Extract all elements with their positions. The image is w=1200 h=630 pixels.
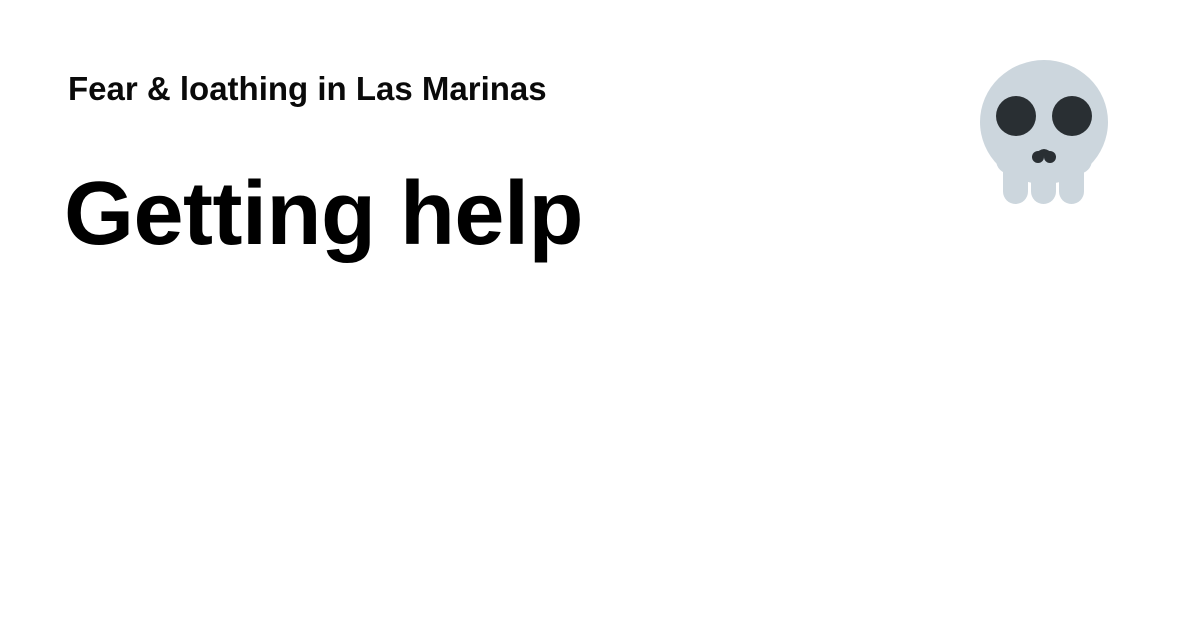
page-title: Getting help	[64, 164, 583, 264]
skull-icon	[976, 58, 1112, 208]
site-title[interactable]: Fear & loathing in Las Marinas	[68, 70, 547, 107]
skull-bone	[980, 60, 1108, 204]
